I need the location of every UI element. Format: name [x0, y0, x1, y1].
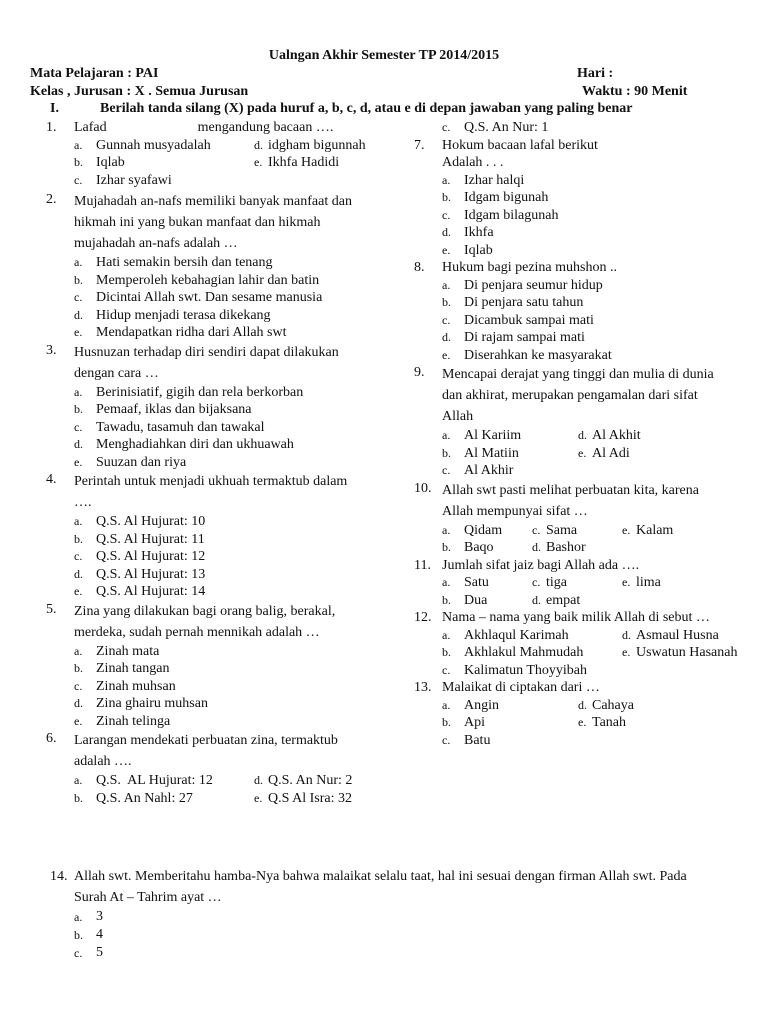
- option-text: Idgam bilagunah: [464, 207, 559, 223]
- option-row: [46, 790, 396, 808]
- question-9: [414, 364, 754, 427]
- option-letter: d.: [622, 627, 631, 642]
- question-line: Mujahadah an-nafs memiliki banyak manfaat dan: [74, 194, 352, 209]
- instruction: [50, 101, 633, 117]
- question-text: Malaikat di ciptakan dari …: [442, 680, 600, 695]
- option-letter: a.: [442, 697, 451, 712]
- question-line: merdeka, sudah pernah mennikah adalah …: [74, 624, 320, 640]
- option-row: [46, 172, 396, 190]
- option-text: Akhlaqul Karimah: [464, 627, 569, 643]
- option-letter: b.: [74, 272, 83, 287]
- option-text: empat: [546, 592, 581, 608]
- option-letter: a.: [74, 910, 83, 924]
- time-label: Waktu : 90 Menit: [582, 84, 688, 99]
- option-letter: a.: [442, 627, 451, 642]
- question-number: 8.: [414, 260, 425, 275]
- question-line: Allah swt. Memberitahu hamba-Nya bahwa malaikat selalu taat, hal ini sesuai dengan firman Allah swt. Pada: [74, 869, 687, 884]
- question-number: 5.: [46, 601, 57, 617]
- option-row: [414, 119, 754, 137]
- question-text: [442, 480, 754, 522]
- option-letter: c.: [74, 549, 83, 563]
- question-text: [74, 866, 760, 908]
- option-row: [414, 189, 754, 207]
- option-text: Zinah tangan: [96, 661, 170, 676]
- option-letter: c.: [442, 662, 451, 677]
- option-text: Tawadu, tasamuh dan tawakal: [96, 419, 265, 435]
- option-text: Tanah: [592, 715, 627, 730]
- option-letter: c.: [74, 419, 83, 434]
- option-text: Akhlakul Mahmudah: [464, 645, 584, 660]
- option-text: Q.S. Al Hujurat: 14: [96, 584, 206, 599]
- option-row: [414, 522, 754, 540]
- question-12: [414, 609, 754, 627]
- option-letter: b.: [74, 661, 83, 675]
- option-letter: b.: [74, 531, 83, 546]
- option-row: [46, 713, 396, 731]
- option-text: Diserahkan ke masyarakat: [464, 347, 612, 363]
- option-row: [414, 207, 754, 225]
- question-text: Nama – nama yang baik milik Allah di sebut …: [442, 610, 710, 625]
- option-text: Q.S. Al Hujurat: 11: [96, 531, 205, 547]
- option-row: [414, 462, 754, 480]
- question-line: Zina yang dilakukan bagi orang balig, berakal,: [74, 603, 336, 619]
- option-letter: c.: [442, 207, 451, 222]
- option-text: 3: [96, 909, 103, 924]
- option-text: Q.S. An Nur: 2: [268, 773, 353, 788]
- option-letter: b.: [74, 155, 83, 169]
- option-letter: d.: [532, 592, 541, 607]
- option-text: Asmaul Husna: [636, 627, 719, 643]
- option-letter: d.: [254, 137, 263, 152]
- option-text: Q.S. Al Hujurat: 12: [96, 549, 206, 564]
- option-text: Q.S. AL Hujurat: 12: [96, 773, 213, 788]
- right-column: [414, 119, 754, 749]
- question-line: Allah swt pasti melihat perbuatan kita, karena: [442, 482, 699, 498]
- option-text: Baqo: [464, 540, 494, 555]
- option-text: idgham bigunnah: [268, 137, 366, 153]
- option-text: Bashor: [546, 540, 586, 555]
- option-text: Al Kariim: [464, 428, 522, 443]
- question-number: 2.: [46, 192, 57, 207]
- option-text: Izhar syafawi: [96, 172, 172, 188]
- option-row: [46, 137, 396, 155]
- option-text: Al Akhir: [464, 463, 514, 478]
- question-text: [74, 342, 396, 384]
- question-text: [442, 364, 754, 427]
- option-text: Memperoleh kebahagian lahir dan batin: [96, 272, 320, 288]
- option-letter: c.: [442, 312, 451, 327]
- option-text: Q.S. An Nahl: 27: [96, 790, 193, 806]
- day-label: Hari :: [577, 66, 614, 81]
- option-text: Izhar halqi: [464, 172, 525, 188]
- option-row: [414, 662, 754, 680]
- question-number: 10.: [414, 480, 432, 496]
- option-letter: c.: [442, 463, 451, 477]
- option-text: Q.S. Al Hujurat: 10: [96, 514, 206, 529]
- option-letter: a.: [442, 575, 451, 589]
- question-text: Lafad mengandung bacaan ….: [74, 120, 334, 135]
- option-text: Q.S. An Nur: 1: [464, 120, 549, 135]
- option-letter: b.: [442, 445, 451, 460]
- option-text: Di penjara seumur hidup: [464, 277, 603, 293]
- option-letter: d.: [578, 428, 587, 442]
- option-text: Berinisiatif, gigih dan rela berkorban: [96, 384, 304, 400]
- option-row: [46, 548, 396, 566]
- option-row: [46, 384, 396, 402]
- option-row: [46, 436, 396, 454]
- option-row: [46, 272, 396, 290]
- option-row: [414, 224, 754, 242]
- option-letter: c.: [442, 732, 451, 747]
- option-letter: d.: [254, 773, 263, 787]
- question-number: 9.: [414, 365, 425, 380]
- option-letter: e.: [254, 790, 263, 805]
- option-row: [414, 172, 754, 190]
- instruction-text: Berilah tanda silang (X) pada huruf a, b, c, d, atau e di depan jawaban yang paling benar: [100, 101, 633, 116]
- question-10: [414, 480, 754, 522]
- question-line: dengan cara …: [74, 365, 159, 381]
- option-text: Uswatun Hasanah: [636, 645, 738, 660]
- instruction-number: I.: [50, 101, 59, 116]
- question-number: 12.: [414, 610, 432, 625]
- option-text: Suuzan dan riya: [96, 454, 187, 470]
- option-letter: b.: [442, 295, 451, 309]
- option-text: Kalimatun Thoyyibah: [464, 662, 587, 678]
- option-letter: e.: [622, 575, 631, 589]
- class-label: Kelas , Jurusan : X . Semua Jurusan: [30, 84, 249, 99]
- question-line: Larangan mendekati perbuatan zina, termaktub: [74, 733, 338, 748]
- option-letter: b.: [442, 592, 451, 607]
- option-letter: c.: [74, 678, 83, 693]
- option-row: [414, 574, 754, 592]
- option-letter: b.: [442, 645, 451, 659]
- option-row: [46, 401, 396, 419]
- subject-label: Mata Pelajaran : PAI: [30, 66, 159, 81]
- option-row: [414, 644, 754, 662]
- option-letter: a.: [74, 773, 83, 787]
- question-text: [442, 137, 754, 172]
- option-letter: e.: [622, 522, 631, 537]
- option-text: Mendapatkan ridha dari Allah swt: [96, 325, 287, 340]
- option-letter: d.: [74, 437, 83, 451]
- question-number: 1.: [46, 120, 57, 135]
- option-letter: e.: [74, 713, 83, 728]
- option-text: lima: [636, 575, 661, 590]
- question-text: Jumlah sifat jaiz bagi Allah ada ….: [442, 557, 640, 573]
- option-row: [46, 583, 396, 601]
- question-7: [414, 137, 754, 172]
- option-row: [414, 732, 754, 750]
- option-letter: c.: [74, 946, 83, 960]
- option-text: Q.S Al Isra: 32: [268, 790, 352, 806]
- option-row: [414, 312, 754, 330]
- question-5: [46, 601, 396, 643]
- question-8: [414, 259, 754, 277]
- option-letter: c.: [74, 290, 83, 304]
- option-text: Kalam: [636, 522, 674, 538]
- option-letter: a.: [442, 522, 451, 537]
- question-text: [74, 601, 396, 643]
- question-number: 11.: [414, 557, 431, 573]
- question-number: 6.: [46, 731, 57, 746]
- option-row: [46, 289, 396, 307]
- option-text: Al Akhit: [592, 428, 641, 443]
- option-row: [414, 445, 754, 463]
- option-text: Hidup menjadi terasa dikekang: [96, 307, 271, 323]
- question-line: Allah: [442, 409, 474, 424]
- exam-title: Ualngan Akhir Semester TP 2014/2015: [268, 48, 500, 63]
- option-letter: d.: [578, 697, 587, 712]
- question-line: adalah ….: [74, 754, 132, 769]
- option-letter: b.: [74, 402, 83, 416]
- option-letter: a.: [74, 384, 83, 399]
- question-line: Hokum bacaan lafal berikut: [442, 137, 598, 153]
- option-row: [50, 926, 760, 944]
- option-letter: a.: [442, 172, 451, 187]
- option-row: [414, 329, 754, 347]
- option-row: [46, 643, 396, 661]
- option-letter: a.: [74, 255, 83, 269]
- option-row: [414, 242, 754, 260]
- question-number: 3.: [46, 342, 57, 358]
- question-number: 4.: [46, 472, 57, 487]
- option-row: [46, 513, 396, 531]
- question-text: [74, 471, 396, 513]
- question-text: [74, 191, 396, 254]
- question-6: [46, 730, 396, 772]
- option-text: 5: [96, 945, 103, 960]
- option-letter: c.: [442, 120, 451, 134]
- option-letter: e.: [578, 445, 587, 460]
- option-row: [46, 660, 396, 678]
- option-row: [50, 908, 760, 926]
- option-row: [414, 277, 754, 295]
- question-text: [74, 730, 396, 772]
- question-11: [414, 557, 754, 575]
- option-text: Satu: [464, 575, 489, 590]
- option-text: Dicambuk sampai mati: [464, 312, 594, 328]
- option-row: [46, 419, 396, 437]
- question-line: Adalah . . .: [442, 155, 504, 170]
- option-letter: d.: [74, 696, 83, 710]
- option-text: Zinah mata: [96, 643, 160, 659]
- option-text: Sama: [546, 522, 578, 538]
- option-letter: d.: [442, 225, 451, 239]
- question-number: 13.: [414, 680, 432, 695]
- question-line: mujahadah an-nafs adalah …: [74, 236, 238, 251]
- option-row: [46, 566, 396, 584]
- option-letter: b.: [74, 928, 83, 942]
- option-text: Gunnah musyadalah: [96, 137, 211, 153]
- option-row: [414, 427, 754, 445]
- question-line: Allah mempunyai sifat …: [442, 503, 588, 519]
- option-text: Iqlab: [96, 155, 125, 170]
- option-letter: e.: [578, 715, 587, 729]
- option-letter: d.: [442, 330, 451, 344]
- option-text: Iqlab: [464, 242, 493, 258]
- option-text: Al Matiin: [464, 445, 519, 461]
- option-letter: e.: [442, 242, 451, 257]
- option-letter: e.: [74, 454, 83, 469]
- question-line: Perintah untuk menjadi ukhuah termaktub dalam: [74, 474, 348, 489]
- option-text: Ikhfa: [464, 225, 494, 240]
- question-4: [46, 471, 396, 513]
- option-text: Menghadiahkan diri dan ukhuawah: [96, 437, 294, 452]
- option-letter: a.: [442, 277, 451, 292]
- option-text: Di penjara satu tahun: [464, 295, 584, 310]
- option-text: Al Adi: [592, 445, 630, 461]
- question-number: 7.: [414, 137, 425, 153]
- option-letter: e.: [622, 645, 631, 659]
- option-letter: e.: [74, 584, 83, 598]
- option-row: [46, 307, 396, 325]
- option-letter: c.: [74, 172, 83, 187]
- option-text: Api: [464, 715, 485, 730]
- option-letter: a.: [74, 643, 83, 658]
- option-text: Pemaaf, iklas dan bijaksana: [96, 402, 252, 417]
- option-letter: a.: [74, 514, 83, 528]
- option-text: Qidam: [464, 522, 503, 538]
- option-letter: d.: [532, 540, 541, 554]
- option-letter: c.: [532, 522, 541, 537]
- option-text: 4: [96, 927, 103, 942]
- option-row: [414, 539, 754, 557]
- option-text: Ikhfa Hadidi: [268, 155, 340, 170]
- option-text: tiga: [546, 575, 567, 590]
- question-line: Surah At – Tahrim ayat …: [74, 890, 222, 905]
- option-row: [46, 772, 396, 790]
- option-text: Zinah telinga: [96, 713, 171, 729]
- option-row: [414, 714, 754, 732]
- option-letter: d.: [74, 307, 83, 322]
- option-letter: e.: [442, 347, 451, 362]
- option-text: Zinah muhsan: [96, 678, 176, 694]
- option-letter: e.: [74, 325, 83, 339]
- question-line: Mencapai derajat yang tinggi dan mulia di dunia: [442, 367, 714, 382]
- option-row: [414, 697, 754, 715]
- question-line: hikmah ini yang bukan manfaat dan hikmah: [74, 215, 321, 230]
- option-letter: b.: [442, 715, 451, 729]
- option-text: Q.S. Al Hujurat: 13: [96, 566, 206, 582]
- option-letter: b.: [442, 190, 451, 204]
- option-letter: b.: [442, 540, 451, 554]
- option-text: Idgam bigunah: [464, 190, 549, 205]
- question-1: [46, 119, 396, 137]
- question-13: [414, 679, 754, 697]
- option-row: [414, 294, 754, 312]
- option-row: [46, 154, 396, 172]
- option-text: Cahaya: [592, 697, 634, 713]
- question-text: Hukum bagi pezina muhshon ..: [442, 260, 617, 275]
- option-row: [46, 695, 396, 713]
- option-letter: d.: [74, 566, 83, 581]
- option-row: [414, 592, 754, 610]
- option-text: Di rajam sampai mati: [464, 330, 585, 345]
- left-column: [46, 119, 396, 807]
- option-text: Angin: [464, 697, 499, 713]
- option-row: [46, 454, 396, 472]
- option-letter: c.: [532, 575, 541, 589]
- option-text: Hati semakin bersih dan tenang: [96, 255, 273, 270]
- question-number: 14.: [50, 869, 68, 884]
- question-3: [46, 342, 396, 384]
- question-14: [50, 866, 760, 908]
- option-row: [46, 531, 396, 549]
- question-line: dan akhirat, merupakan pengamalan dari sifat: [442, 388, 698, 403]
- option-row: [46, 678, 396, 696]
- option-letter: b.: [74, 790, 83, 805]
- option-text: Dua: [464, 592, 488, 608]
- option-text: Dicintai Allah swt. Dan sesame manusia: [96, 290, 323, 305]
- option-text: Batu: [464, 732, 491, 748]
- option-row: [414, 627, 754, 645]
- option-row: [50, 944, 760, 962]
- option-row: [46, 324, 396, 342]
- option-text: Zina ghairu muhsan: [96, 696, 208, 711]
- question-line: ….: [74, 495, 92, 510]
- option-letter: a.: [442, 428, 451, 442]
- option-row: [414, 347, 754, 365]
- question-line: Husnuzan terhadap diri sendiri dapat dilakukan: [74, 344, 339, 360]
- option-letter: a.: [74, 137, 83, 152]
- question-14-block: [50, 866, 760, 962]
- option-row: [46, 254, 396, 272]
- option-letter: e.: [254, 155, 263, 169]
- question-2: [46, 191, 396, 254]
